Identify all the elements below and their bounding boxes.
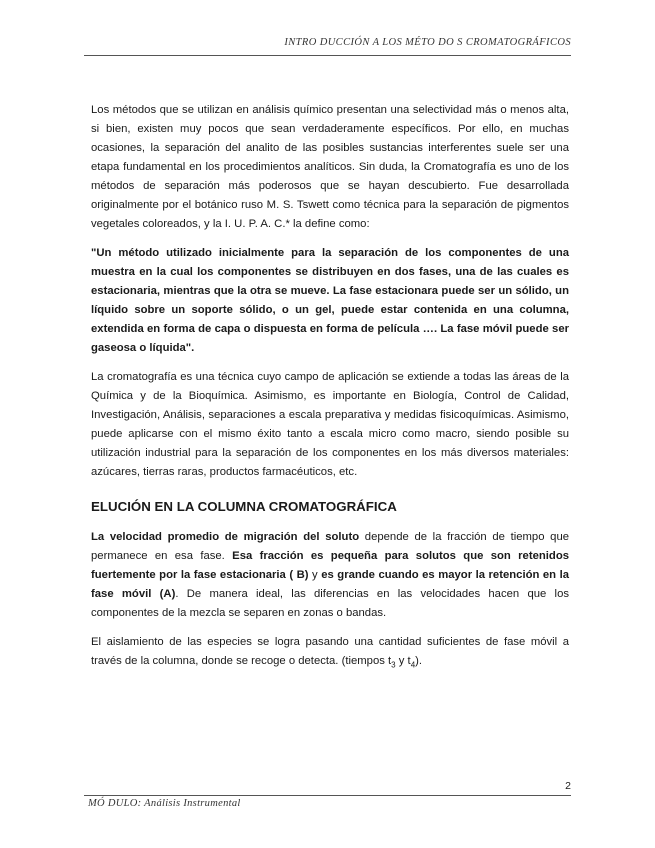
- text-segment: El aislamiento de las especies se logra pasando una cantidad suficientes de fase móvil a través de la columna, donde se recoge o detecta. (tiempos t: [91, 636, 569, 667]
- footer-rule: [84, 795, 571, 796]
- bold-phrase-stationary: Esa fracción es pequeña para solutos que son retenidos fuertemente por la fase estacionaria ( B): [91, 550, 569, 581]
- page-body: [91, 101, 569, 681]
- text-segment: depende de la fracción de tiempo que permanece en esa fase.: [91, 531, 570, 562]
- applications-paragraph: La cromatografía es una técnica cuyo campo de aplicación se extiende a todas las áreas de la Química y de la Bioquímica. Asimismo, es importante en Biología, Control de Calidad, Investigación, Análisis, separaciones a escala preparativa y medidas fisicoquímicas. Asimismo, puede aplicarse con el mismo éxito tanto a escala micro como macro, siendo posible su utilización industrial para la separación de los componentes en los más diversos materiales: azúcares, tierras raras, productos farmacéuticos, etc.: [91, 371, 569, 478]
- text-segment: . De manera ideal, las diferencias en las velocidades hacen que los componentes de la mezcla se separen en zonas o bandas.: [91, 588, 569, 619]
- running-header: INTRO DUCCIÓN A LOS MÉTO DO S CROMATOGRÁFICOS: [284, 37, 571, 48]
- section-heading: ELUCIÓN EN LA COLUMNA CROMATOGRÁFICA: [91, 499, 397, 514]
- isolation-paragraph: [91, 633, 569, 671]
- elution-paragraph: [91, 528, 569, 623]
- iupac-definition-quote: "Un método utilizado inicialmente para la separación de los componentes de una muestra en la cual los componentes se distribuyen en dos fases, una de las cuales es estacionaria, mientras que la otra se mueve. La fase estacionara puede ser un sólido, un líquido sobre un soporte sólido, o un gel, puede estar contenida en una columna, extendida en forma de capa o dispuesta en forma de película …. La fase móvil puede ser gaseosa o líquida".: [91, 247, 569, 354]
- header-rule: [84, 55, 571, 56]
- running-footer: MÓ DULO: Análisis Instrumental: [88, 798, 241, 809]
- page-number: 2: [565, 780, 571, 792]
- intro-paragraph: Los métodos que se utilizan en análisis químico presentan una selectividad más o menos alta, si bien, existen muy pocos que sean verdaderamente específicos. Por ello, en muchas ocasiones, la separación del analito de las posibles sustancias interferentes suele ser una etapa fundamental en los procedimientos analíticos. Sin duda, la Cromatografía es uno de los métodos de separación más poderosos que se hayan descubierto. Fue desarrollada originalmente por el botánico ruso M. S. Tswett como técnica para la separación de pigmentos vegetales coloreados, y la I. U. P. A. C.* la define como:: [91, 104, 569, 230]
- text-segment: y t: [395, 655, 411, 667]
- text-segment: y: [308, 569, 322, 581]
- bold-phrase-mobile: es grande cuando es mayor la retención en la fase móvil (A): [91, 569, 570, 600]
- bold-phrase-velocity: La velocidad promedio de migración del soluto: [91, 531, 360, 543]
- text-segment: ).: [415, 655, 423, 667]
- subscript-4: 4: [410, 660, 416, 670]
- subscript-3: 3: [391, 660, 396, 670]
